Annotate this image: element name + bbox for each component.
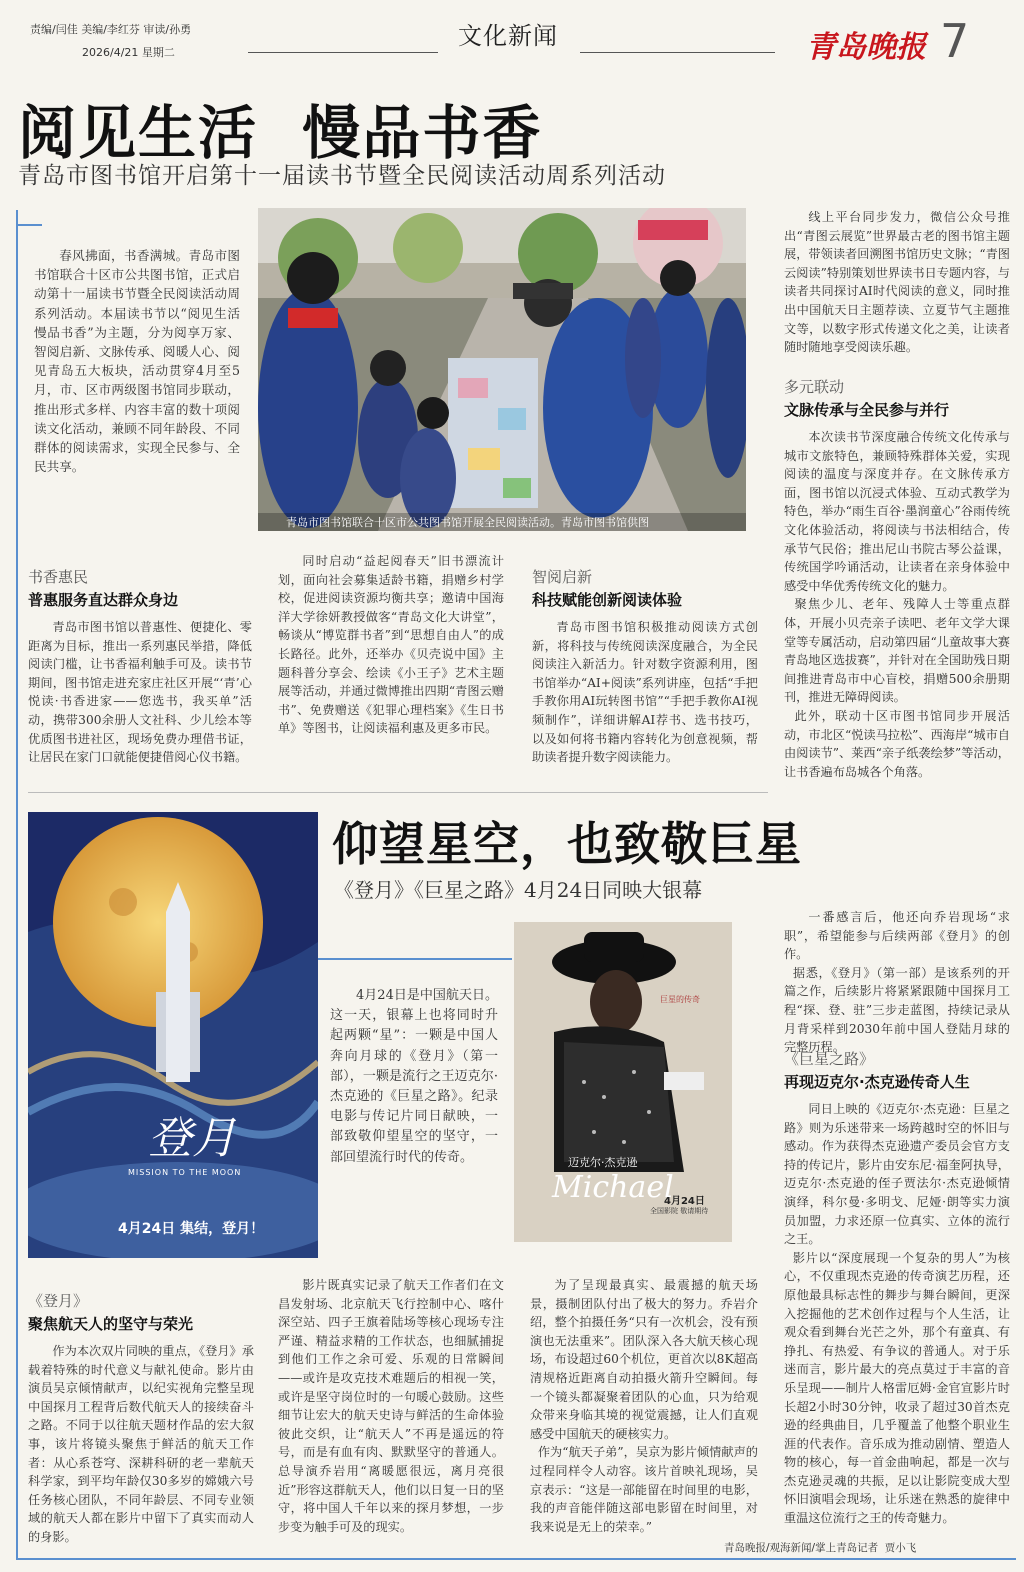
article1-lead: 春风拂面，书香满城。青岛市图书馆联合十区市公共图书馆，正式启动第十一届读书节暨全民阅读活动周系列活动。本届读书节以“阅见生活 慢品书香”为主题，分为阅享万家、智阅启新、文脉传承、阅暖人心、阅见青岛五大板块，活动贯穿4月至5月，市、区市两级图书馆同步联动，推出形式多样、内容丰富的数十项阅读文化活动，兼顾不同年龄段、不同群体的阅读需求，实现全民参与、全民共享。: [34, 248, 245, 475]
s1-text: 青岛市图书馆以普惠性、便捷化、零距离为目标，推出一系列惠民举措，降低阅读门槛，让书香福利触手可及。读书节期间，图书馆走进充家庄社区开展“‘青’心悦读·书香进家——您选书，我买单”活动，携带300余册人文社科、少儿绘本等优质图书进社区，现场免费办理借书证，让居民在家门口就能便捷借阅心仪书籍。: [28, 620, 252, 765]
a2-s1-title: 聚焦航天人的坚守与荣光: [28, 1315, 194, 1333]
article1-right-text: 线上平台同步发力，微信公众号推出“青图云展览”世界最古老的图书馆主题展，带领读者回溯图书馆历史文脉；“青图云阅读”特别策划世界读书日专题内容，与读者共同探讨AI时代阅读的意义，同时推出中国航天日主题荐读、立夏节气主题推文等，以数字形式传递文化之美，让读者随时随地享受阅读乐趣。: [784, 210, 1010, 355]
frame-top-left: [16, 210, 18, 1560]
article2-s1: [28, 1290, 254, 1547]
a2-s2-title: 再现迈克尔·杰克逊传奇人生: [784, 1073, 970, 1091]
poster-michael: [514, 922, 732, 1242]
article2-subheadline: 《登月》《巨星之路》4月24日同映大银幕: [334, 878, 703, 902]
poster2-date: 4月24日: [664, 1196, 705, 1207]
s3-text: 本次读书节深度融合传统文化传承与城市文旅特色，兼顾特殊群体关爱，实现阅读的温度与深度并存。在文脉传承方面，图书馆以沉浸式体验、互动式教学为特色，举办“雨生百谷·墨润童心”谷雨传统文化体验活动，将阅读与书法相结合，传承节气民俗；推出尼山书院古琴公益课，传统国学吟诵活动，让读者在亲身体验中感受中华优秀传统文化的魅力。 聚焦少儿、老年、残障人士等重点群体，开展小贝壳亲子读吧、老年文学大课堂等专属活动，启动第四届“儿童故事大赛青岛地区选拔赛”，并针对在全国助残日期间推进青岛市中心盲校，捐赠500余册期刊，推进无障碍阅读。 此外，联动十区市图书馆同步开展活动，市北区“悦读马拉松”、西海岸“城市自由阅读节”、莱西“亲子纸袭绘梦”等活动，让书香遍布岛城各个角落。: [784, 430, 1010, 779]
article1-s2: [532, 566, 758, 767]
poster1-en: MISSION TO THE MOON: [128, 1168, 242, 1177]
articles-divider: [28, 792, 768, 793]
header-rule-left: [248, 52, 438, 53]
article2-col2-text: 影片既真实记录了航天工作者们在文昌发射场、北京航天飞行控制中心、喀什深空站、四子王旗着陆场等核心现场专注严谨、精益求精的工作状态，也细腻捕捉到他们工作之余可爱、乐观的日常瞬间——或许是攻克技术难题后的相视一笑，或许是坚守岗位时的一句暖心鼓励。这些细节让宏大的航天史诗与鲜活的生命体验彼此交织，让“航天人”不再是遥远的符号，而是有血有肉、默默坚守的普通人。总导演乔岩用“离暖愿很远，离月亮很近”形容这群航天人，他们以日复一日的坚守，将中国人千年以来的探月梦想，一步步变为触手可及的现实。: [278, 1278, 504, 1534]
poster2-sub: 全国影院 敬请期待: [650, 1207, 709, 1215]
article1-subheadline: 青岛市图书馆开启第十一届读书节暨全民阅读活动周系列活动: [18, 163, 666, 189]
poster2-slogan: 巨星的传奇: [660, 995, 700, 1004]
s2-text: 青岛市图书馆积极推动阅读方式创新，将科技与传统阅读深度融合，为全民阅读注入新活力。针对数字资源利用，图书馆举办“AI+阅读”系列讲座，包括“手把手教你用AI玩转图书馆”“手把手教你AI视频制作”，详细讲解AI荐书、选书技巧，以及如何将书籍内容转化为创意视频，帮助读者提升数字阅读能力。: [532, 620, 758, 765]
article2-s2: [784, 1048, 1010, 1528]
article1-s3: [784, 376, 1010, 781]
poster1-title: 登月: [148, 1113, 236, 1164]
article2-headline: 仰望星空，也致敬巨星: [332, 817, 802, 871]
s3-title: 文脉传承与全民参与并行: [784, 401, 950, 419]
article1-s1: [28, 566, 252, 767]
article1-s1b-text: 同时启动“益起阅春天”旧书漂流计划，面向社会募集适龄书籍，捐赠乡村学校，促进阅读资源均衡共享；邀请中国海洋大学徐妍教授做客“青岛文化大讲堂”，畅谈从“博览群书者”到“思想自由人”的成长路径。此外，还举办《贝壳说中国》主题科普分享会、绘读《小王子》艺术主题展等活动，并通过微博推出四期“青图云赠书”、免费赠送《犯罪心理档案》《生日书单》等图书，让阅读福利惠及更多市民。: [278, 554, 504, 736]
a2-s1-label: 《登月》: [28, 1292, 89, 1310]
page-number: 7: [940, 14, 970, 68]
issue-date: 2026/4/21 星期二: [82, 46, 175, 59]
poster2-en: Michael: [552, 1170, 674, 1205]
s1-title: 普惠服务直达群众身边: [28, 591, 179, 609]
photo-caption: 青岛市图书馆联合十区市公共图书馆开展全民阅读活动。青岛市图书馆供图: [286, 516, 649, 529]
poster1-date: 4月24日 集结，登月！: [118, 1221, 265, 1237]
s1-label: 书香惠民: [28, 568, 89, 586]
poster2-cn: 迈克尔·杰克逊: [568, 1156, 638, 1169]
s2-title: 科技赋能创新阅读体验: [532, 591, 683, 609]
frame-bottom: [16, 1558, 1016, 1560]
article1-headline: 阅见生活 慢品书香: [18, 99, 543, 167]
poster-mission-to-the-moon: [28, 812, 318, 1258]
article2-right-text: 一番感言后，他还向乔岩现场“求职”，希望能参与后续两部《登月》的创作。 据悉，《登月》（第一部）是该系列的开篇之作，后续影片将紧紧跟随中国探月工程“探、登、驻”三步走蓝图，持续记录从月背采样到2030年前中国人登陆月球的完整历程。: [784, 910, 1010, 1055]
a2-s2-text: 同日上映的《迈克尔·杰克逊：巨星之路》则为乐迷带来一场跨越时空的怀旧与感动。作为获得杰克逊遗产委员会官方支持的传记片，影片由安东尼·福奎阿执导，迈克尔·杰克逊的侄子贾法尔·杰克逊倾情演绎，科尔曼·多明戈、尼娅·朗等实力演员加盟，力求还原一位真实、立体的流行之王。 影片以“深度展现一个复杂的男人”为核心，不仅重现杰克逊的传奇演艺历程，还原他最具标志性的舞步与舞台瞬间，更深入挖掘他的艺术创作过程与个人生活，让观众看到舞台光芒之外，那个有童真、有挣扎、有热爱、有争议的普通人。对于乐迷而言，影片最大的亮点莫过于丰富的音乐呈现——制片人格雷厄姆·金官宣影片时长超2小时30分钟，收录了超过30首杰克逊的经典曲目，几乎覆盖了他整个职业生涯的代表作。音乐成为推动剧情、塑造人物的核心，每一首金曲响起，都是一次与杰克逊灵魂的共振，足以让影院变成大型怀旧演唱会现场，让乐迷在熟悉的旋律中重温这位流行之王的传奇魅力。: [784, 1102, 1010, 1526]
a2-s2-label: 《巨星之路》: [784, 1050, 875, 1068]
editors-line: 责编/闫佳 美编/李红芬 审读/孙勇: [30, 23, 192, 36]
s3-label: 多元联动: [784, 378, 845, 396]
article2-col3-text: 为了呈现最真实、最震撼的航天场景，摄制团队付出了极大的努力。乔岩介绍，整个拍摄任务“只有一次机会，没有预演也无法重来”。团队深入各大航天核心现场，布设超过60个机位，更首次以8K超高清规格近距离自动拍摄火箭升空瞬间。每一个镜头都凝聚着团队的心血，只为给观众带来身临其境的视觉震撼，让人们直观感受中国航天的硬核实力。 作为“航天子弟”，吴京为影片倾情献声的过程同样令人动容。该片首映礼现场，吴京表示：“这是一部能留在时间里的电影，我的声音能伴随这部电影留在时间里，对我来说是无上的荣幸。”: [530, 1278, 758, 1534]
article2-lead: 4月24日是中国航天日。这一天，银幕上也将同时升起两颗“星”：一颗是中国人奔向月球的《登月》（第一部），一颗是流行之王迈克尔·杰克逊的《巨星之路》。纪录电影与传记片同日献映，一部致敬仰望星空的坚守，一部回望流行时代的传奇。: [330, 988, 498, 1165]
byline: 青岛晚报/观海新闻/掌上青岛记者 贾小飞: [724, 1542, 917, 1554]
paper-logo: 青岛晚报: [806, 30, 926, 65]
s2-label: 智阅启新: [532, 568, 593, 586]
section-title: 文化新闻: [458, 22, 558, 50]
reading-activity-photo: [258, 208, 746, 531]
header-rule-right: [580, 52, 775, 53]
frame-top: [16, 224, 42, 226]
blue-accent-line: [318, 958, 512, 960]
a2-s1-text: 作为本次双片同映的重点，《登月》承载着特殊的时代意义与献礼使命。影片由演员吴京倾情献声，以纪实视角完整呈现中国探月工程背后数代航天人的接续奋斗之路。不同于以往航天题材作品的宏大叙事，该片将镜头聚焦于鲜活的航天工作者：从心系苍穹、深耕科研的老一辈航天科学家，到平均年龄仅30多岁的嫦娥六号任务核心团队，不同年龄层、不同专业领域的航天人都在影片中留下了真实而动人的身影。: [28, 1344, 254, 1544]
